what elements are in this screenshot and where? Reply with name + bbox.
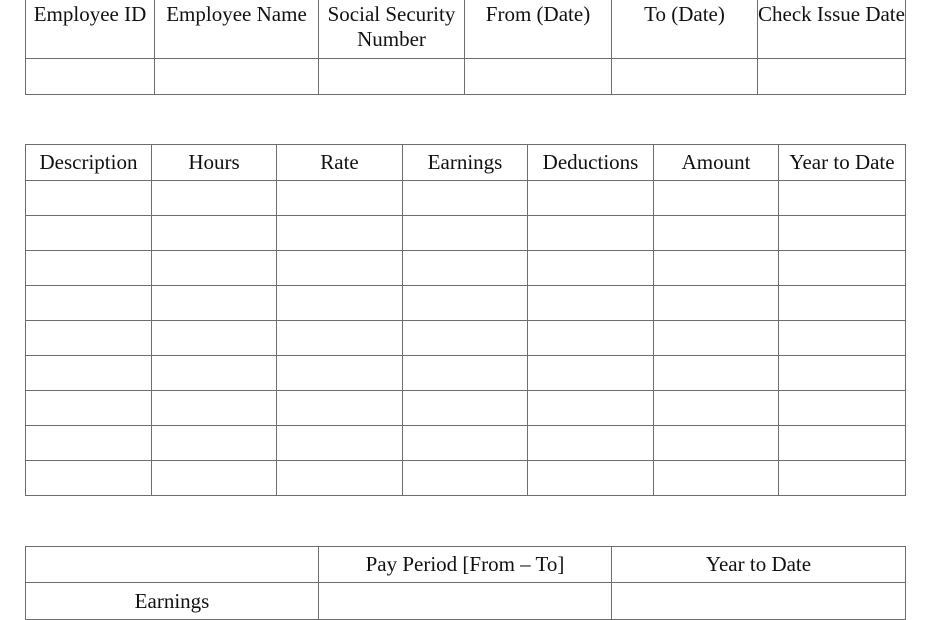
deductions-cell[interactable] xyxy=(528,356,654,391)
ssn-cell[interactable] xyxy=(319,59,465,95)
earnings-cell[interactable] xyxy=(403,426,528,461)
header-year-to-date: Year to Date xyxy=(779,145,906,181)
table-row xyxy=(26,461,906,496)
table-row xyxy=(26,251,906,286)
header-rate: Rate xyxy=(277,145,403,181)
year-to-date-cell[interactable] xyxy=(779,391,906,426)
amount-cell[interactable] xyxy=(654,251,779,286)
hours-cell[interactable] xyxy=(152,356,277,391)
earnings-cell[interactable] xyxy=(403,286,528,321)
header-pay-period: Pay Period [From – To] xyxy=(319,547,612,583)
header-employee-name: Employee Name xyxy=(155,0,319,59)
description-cell[interactable] xyxy=(26,251,152,286)
deductions-cell[interactable] xyxy=(528,251,654,286)
employee-id-cell[interactable] xyxy=(26,59,155,95)
deductions-cell[interactable] xyxy=(528,181,654,216)
amount-cell[interactable] xyxy=(654,181,779,216)
amount-cell[interactable] xyxy=(654,216,779,251)
description-cell[interactable] xyxy=(26,461,152,496)
year-to-date-cell[interactable] xyxy=(779,426,906,461)
table-row xyxy=(26,321,906,356)
year-to-date-cell[interactable] xyxy=(779,286,906,321)
description-cell[interactable] xyxy=(26,391,152,426)
amount-cell[interactable] xyxy=(654,391,779,426)
earnings-cell[interactable] xyxy=(403,356,528,391)
deductions-cell[interactable] xyxy=(528,391,654,426)
earnings-deductions-table xyxy=(25,144,906,496)
earnings-cell[interactable] xyxy=(403,321,528,356)
hours-cell[interactable] xyxy=(152,216,277,251)
amount-cell[interactable] xyxy=(654,286,779,321)
description-cell[interactable] xyxy=(26,216,152,251)
header-to-date: To (Date) xyxy=(612,0,758,59)
deductions-cell[interactable] xyxy=(528,461,654,496)
from-date-cell[interactable] xyxy=(465,59,612,95)
amount-cell[interactable] xyxy=(654,461,779,496)
hours-cell[interactable] xyxy=(152,461,277,496)
header-social-security-number: Social Security Number xyxy=(319,0,465,59)
description-cell[interactable] xyxy=(26,181,152,216)
employee-info-header-row xyxy=(26,0,906,59)
hours-cell[interactable] xyxy=(152,286,277,321)
header-check-issue-date: Check Issue Date xyxy=(758,0,906,59)
earnings-cell[interactable] xyxy=(403,251,528,286)
amount-cell[interactable] xyxy=(654,321,779,356)
summary-year-to-date-cell[interactable] xyxy=(612,583,906,620)
table-row xyxy=(26,426,906,461)
earnings-cell[interactable] xyxy=(403,391,528,426)
description-cell[interactable] xyxy=(26,426,152,461)
rate-cell[interactable] xyxy=(277,286,403,321)
pay-summary-table xyxy=(25,546,906,620)
hours-cell[interactable] xyxy=(152,321,277,356)
summary-header-blank xyxy=(26,547,319,583)
to-date-cell[interactable] xyxy=(612,59,758,95)
employee-info-table xyxy=(25,0,906,95)
hours-cell[interactable] xyxy=(152,391,277,426)
year-to-date-cell[interactable] xyxy=(779,461,906,496)
description-cell[interactable] xyxy=(26,286,152,321)
summary-row-label: Earnings xyxy=(26,583,319,620)
table-row xyxy=(26,181,906,216)
summary-header-row xyxy=(26,547,906,583)
header-summary-year-to-date: Year to Date xyxy=(612,547,906,583)
rate-cell[interactable] xyxy=(277,181,403,216)
rate-cell[interactable] xyxy=(277,461,403,496)
table-row xyxy=(26,391,906,426)
deductions-cell[interactable] xyxy=(528,426,654,461)
summary-pay-period-cell[interactable] xyxy=(319,583,612,620)
year-to-date-cell[interactable] xyxy=(779,216,906,251)
employee-info-row xyxy=(26,59,906,95)
description-cell[interactable] xyxy=(26,321,152,356)
rate-cell[interactable] xyxy=(277,391,403,426)
header-amount: Amount xyxy=(654,145,779,181)
summary-earnings-row xyxy=(26,583,906,620)
header-employee-id: Employee ID xyxy=(26,0,155,59)
rate-cell[interactable] xyxy=(277,251,403,286)
earnings-cell[interactable] xyxy=(403,216,528,251)
year-to-date-cell[interactable] xyxy=(779,356,906,391)
hours-cell[interactable] xyxy=(152,426,277,461)
earnings-cell[interactable] xyxy=(403,181,528,216)
rate-cell[interactable] xyxy=(277,426,403,461)
year-to-date-cell[interactable] xyxy=(779,251,906,286)
table-row xyxy=(26,356,906,391)
rate-cell[interactable] xyxy=(277,216,403,251)
earnings-cell[interactable] xyxy=(403,461,528,496)
header-from-date: From (Date) xyxy=(465,0,612,59)
deductions-cell[interactable] xyxy=(528,216,654,251)
amount-cell[interactable] xyxy=(654,426,779,461)
check-issue-date-cell[interactable] xyxy=(758,59,906,95)
deductions-cell[interactable] xyxy=(528,321,654,356)
earnings-header-row xyxy=(26,145,906,181)
hours-cell[interactable] xyxy=(152,181,277,216)
amount-cell[interactable] xyxy=(654,356,779,391)
employee-name-cell[interactable] xyxy=(155,59,319,95)
rate-cell[interactable] xyxy=(277,321,403,356)
year-to-date-cell[interactable] xyxy=(779,321,906,356)
table-row xyxy=(26,286,906,321)
header-description: Description xyxy=(26,145,152,181)
header-hours: Hours xyxy=(152,145,277,181)
year-to-date-cell[interactable] xyxy=(779,181,906,216)
header-earnings: Earnings xyxy=(403,145,528,181)
hours-cell[interactable] xyxy=(152,251,277,286)
rate-cell[interactable] xyxy=(277,356,403,391)
description-cell[interactable] xyxy=(26,356,152,391)
deductions-cell[interactable] xyxy=(528,286,654,321)
table-row xyxy=(26,216,906,251)
header-deductions: Deductions xyxy=(528,145,654,181)
